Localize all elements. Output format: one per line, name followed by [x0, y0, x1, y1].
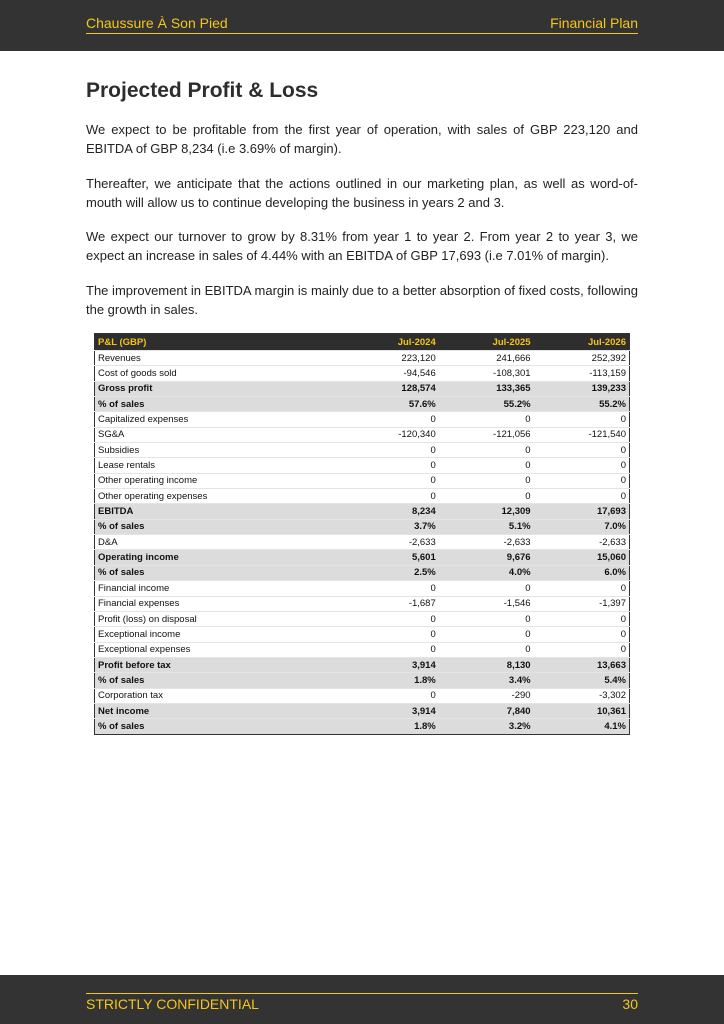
cell-value: 0: [534, 473, 630, 488]
cell-value: 15,060: [534, 550, 630, 565]
table-row: [95, 412, 630, 427]
cell-value: 6.0%: [534, 565, 630, 580]
cell-value: 13,663: [534, 657, 630, 672]
table-row: [95, 366, 630, 381]
cell-value: 0: [344, 642, 439, 657]
footer-bar: [0, 975, 724, 1024]
row-label: EBITDA: [95, 504, 344, 519]
cell-value: -2,633: [344, 535, 439, 550]
cell-value: 0: [439, 627, 534, 642]
table-row: [95, 642, 630, 657]
cell-value: -113,159: [534, 366, 630, 381]
column-header: P&L (GBP): [95, 334, 344, 351]
cell-value: -121,540: [534, 427, 630, 442]
column-header: Jul-2026: [534, 334, 630, 351]
cell-value: -108,301: [439, 366, 534, 381]
row-label: Financial income: [95, 581, 344, 596]
cell-value: 5,601: [344, 550, 439, 565]
cell-value: 0: [344, 688, 439, 703]
table-header-row: [95, 334, 630, 351]
cell-value: -94,546: [344, 366, 439, 381]
cell-value: 0: [534, 627, 630, 642]
cell-value: 0: [534, 581, 630, 596]
cell-value: 0: [439, 412, 534, 427]
company-name: Chaussure À Son Pied: [86, 15, 228, 31]
row-label: Net income: [95, 703, 344, 718]
table-row: [95, 627, 630, 642]
cell-value: 0: [534, 458, 630, 473]
table-row: [95, 719, 630, 734]
table-row: [95, 504, 630, 519]
table-row: [95, 596, 630, 611]
cell-value: 1.8%: [344, 673, 439, 688]
row-label: Corporation tax: [95, 688, 344, 703]
table-row: [95, 565, 630, 580]
row-label: Exceptional income: [95, 627, 344, 642]
cell-value: 1.8%: [344, 719, 439, 734]
cell-value: -3,302: [534, 688, 630, 703]
cell-value: 3,914: [344, 657, 439, 672]
cell-value: 241,666: [439, 351, 534, 366]
cell-value: 0: [344, 581, 439, 596]
paragraph-marketing: Thereafter, we anticipate that the actions outlined in our marketing plan, as well as word-of-mouth will allow us to continue developing the business in years 2 and 3.: [86, 176, 638, 210]
paragraph-margin: The improvement in EBITDA margin is mainly due to a better absorption of fixed costs, following the growth in sales.: [86, 283, 638, 317]
cell-value: -120,340: [344, 427, 439, 442]
cell-value: 0: [534, 611, 630, 626]
table-row: [95, 397, 630, 412]
row-label: Revenues: [95, 351, 344, 366]
cell-value: 0: [439, 489, 534, 504]
header-inner: [86, 14, 638, 34]
cell-value: 9,676: [439, 550, 534, 565]
cell-value: 0: [344, 443, 439, 458]
table-body: [95, 351, 630, 735]
cell-value: 5.4%: [534, 673, 630, 688]
cell-value: 8,130: [439, 657, 534, 672]
row-label: Cost of goods sold: [95, 366, 344, 381]
column-header: Jul-2024: [344, 334, 439, 351]
cell-value: 5.1%: [439, 519, 534, 534]
cell-value: 3,914: [344, 703, 439, 718]
column-header: Jul-2025: [439, 334, 534, 351]
table-row: [95, 581, 630, 596]
cell-value: 0: [439, 581, 534, 596]
cell-value: 17,693: [534, 504, 630, 519]
table-row: [95, 519, 630, 534]
cell-value: -1,546: [439, 596, 534, 611]
table-row: [95, 443, 630, 458]
cell-value: 252,392: [534, 351, 630, 366]
row-label: Operating income: [95, 550, 344, 565]
cell-value: -2,633: [439, 535, 534, 550]
row-label: SG&A: [95, 427, 344, 442]
cell-value: 0: [344, 627, 439, 642]
row-label: Subsidies: [95, 443, 344, 458]
table-row: [95, 688, 630, 703]
cell-value: 4.0%: [439, 565, 534, 580]
table-row: [95, 657, 630, 672]
row-label: Exceptional expenses: [95, 642, 344, 657]
cell-value: 0: [439, 611, 534, 626]
paragraph-growth: We expect our turnover to grow by 8.31% from year 1 to year 2. From year 2 to year 3, we expect an increase in sales of 4.44% with an EBITDA of GBP 17,693 (i.e 7.01% of margin).: [86, 229, 638, 263]
document-title: Financial Plan: [550, 15, 638, 31]
table-row: [95, 550, 630, 565]
row-label: Profit (loss) on disposal: [95, 611, 344, 626]
row-label: Financial expenses: [95, 596, 344, 611]
cell-value: 12,309: [439, 504, 534, 519]
cell-value: 139,233: [534, 381, 630, 396]
page-title: Projected Profit & Loss: [86, 79, 319, 102]
table-row: [95, 611, 630, 626]
row-label: Gross profit: [95, 381, 344, 396]
table-row: [95, 489, 630, 504]
table-row: [95, 351, 630, 366]
cell-value: 0: [439, 443, 534, 458]
cell-value: 128,574: [344, 381, 439, 396]
cell-value: 223,120: [344, 351, 439, 366]
cell-value: 0: [344, 473, 439, 488]
table-row: [95, 703, 630, 718]
cell-value: 7.0%: [534, 519, 630, 534]
cell-value: 7,840: [439, 703, 534, 718]
cell-value: 0: [344, 611, 439, 626]
cell-value: 0: [344, 412, 439, 427]
page-number: 30: [622, 996, 638, 1012]
cell-value: 0: [439, 473, 534, 488]
row-label: D&A: [95, 535, 344, 550]
header-bar: [0, 0, 724, 51]
cell-value: 3.7%: [344, 519, 439, 534]
table-row: [95, 673, 630, 688]
table-row: [95, 473, 630, 488]
row-label: % of sales: [95, 719, 344, 734]
cell-value: 0: [534, 443, 630, 458]
cell-value: 0: [439, 458, 534, 473]
cell-value: 2.5%: [344, 565, 439, 580]
cell-value: -1,687: [344, 596, 439, 611]
cell-value: 3.2%: [439, 719, 534, 734]
row-label: % of sales: [95, 519, 344, 534]
table-row: [95, 381, 630, 396]
cell-value: -121,056: [439, 427, 534, 442]
row-label: Profit before tax: [95, 657, 344, 672]
cell-value: -1,397: [534, 596, 630, 611]
cell-value: 0: [534, 489, 630, 504]
cell-value: -290: [439, 688, 534, 703]
row-label: % of sales: [95, 565, 344, 580]
cell-value: 0: [534, 642, 630, 657]
table-row: [95, 427, 630, 442]
cell-value: 0: [439, 642, 534, 657]
row-label: Lease rentals: [95, 458, 344, 473]
cell-value: 8,234: [344, 504, 439, 519]
table-row: [95, 535, 630, 550]
table-row: [95, 458, 630, 473]
cell-value: 10,361: [534, 703, 630, 718]
row-label: % of sales: [95, 397, 344, 412]
row-label: % of sales: [95, 673, 344, 688]
cell-value: 0: [344, 489, 439, 504]
cell-value: 57.6%: [344, 397, 439, 412]
row-label: Other operating income: [95, 473, 344, 488]
cell-value: 55.2%: [534, 397, 630, 412]
row-label: Capitalized expenses: [95, 412, 344, 427]
cell-value: 3.4%: [439, 673, 534, 688]
cell-value: 55.2%: [439, 397, 534, 412]
cell-value: 0: [534, 412, 630, 427]
paragraph-profitability: We expect to be profitable from the first year of operation, with sales of GBP 223,120 and EBITDA of GBP 8,234 (i.e 3.69% of margin).: [86, 122, 638, 156]
pl-table: [94, 333, 630, 735]
cell-value: -2,633: [534, 535, 630, 550]
cell-value: 4.1%: [534, 719, 630, 734]
cell-value: 0: [344, 458, 439, 473]
footer-inner: [86, 993, 638, 1013]
confidential-label: STRICTLY CONFIDENTIAL: [86, 996, 259, 1012]
row-label: Other operating expenses: [95, 489, 344, 504]
cell-value: 133,365: [439, 381, 534, 396]
